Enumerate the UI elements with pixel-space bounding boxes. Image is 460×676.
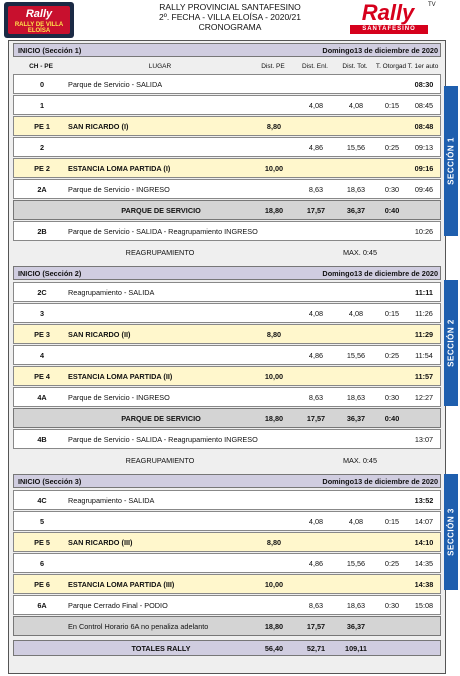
lugar-cell: Parque Cerrado Final - PODIO xyxy=(68,600,168,610)
lugar-cell: REAGRUPAMIENTO xyxy=(125,247,195,257)
dist-enl-cell: 4,08 xyxy=(308,308,324,318)
title-line-1: RALLY PROVINCIAL SANTAFESINO xyxy=(159,2,301,12)
lugar-cell: Parque de Servicio - INGRESO xyxy=(68,184,170,194)
dist-pe-cell: 18,80 xyxy=(264,621,284,631)
col-dist-enl-header: Dist. Enl. xyxy=(301,62,328,70)
ch-pe-cell: PE 5 xyxy=(34,537,50,547)
control-row xyxy=(13,179,441,199)
dist-enl-cell xyxy=(296,367,336,385)
ch-pe-cell: PE 2 xyxy=(34,163,50,173)
ch-pe-cell: 4C xyxy=(37,495,47,505)
lugar-cell: Parque de Servicio - SALIDA xyxy=(68,79,163,89)
dist-pe-cell xyxy=(254,75,294,93)
dist-pe-cell: 10,00 xyxy=(264,371,284,381)
lugar-cell xyxy=(68,138,254,156)
lugar-cell: SAN RICARDO (I) xyxy=(68,121,129,131)
section-header xyxy=(13,43,441,57)
t-otorgado-cell xyxy=(376,117,408,135)
section-start-label: INICIO (Sección 1) xyxy=(18,45,82,55)
ch-pe-cell: 2B xyxy=(37,226,47,236)
ch-pe-cell: 6 xyxy=(39,558,45,568)
t-first-car-cell: 14:07 xyxy=(414,516,434,526)
dist-enl-cell: 4,86 xyxy=(308,350,324,360)
dist-tot-cell xyxy=(336,75,376,93)
dist-tot-cell: 36,37 xyxy=(346,621,366,631)
t-first-car-cell: 14:10 xyxy=(414,537,434,547)
t-otorgado-cell xyxy=(375,242,407,262)
dist-tot-cell xyxy=(336,367,376,385)
lugar-cell xyxy=(68,304,254,322)
section-tab-1 xyxy=(444,86,458,236)
ch-pe-cell: 2A xyxy=(37,184,47,194)
logo-left-subtitle: RALLY DE VILLA ELOÍSA xyxy=(14,22,64,34)
t-otorgado-cell xyxy=(376,617,408,635)
title-line-3: CRONOGRAMA xyxy=(198,22,262,32)
dist-enl-cell: 4,86 xyxy=(308,142,324,152)
dist-tot-cell: 18,63 xyxy=(346,600,366,610)
t-first-car-cell: 10:26 xyxy=(414,226,434,236)
control-row xyxy=(13,345,441,365)
totals-row xyxy=(13,640,441,656)
dist-pe-cell xyxy=(254,96,294,114)
t-first-car-cell: 11:29 xyxy=(414,329,434,339)
dist-tot-cell: 15,56 xyxy=(346,142,366,152)
t-otorgado-cell xyxy=(376,491,408,509)
rally-villa-eloisa-logo xyxy=(4,2,74,38)
dist-pe-cell: 10,00 xyxy=(264,163,284,173)
dist-tot-cell: 36,37 xyxy=(346,413,366,423)
ch-pe-cell: 3 xyxy=(39,308,45,318)
t-first-car-cell: 11:54 xyxy=(415,350,433,360)
t-first-car-cell: 11:11 xyxy=(415,287,433,297)
lugar-cell: SAN RICARDO (III) xyxy=(68,537,133,547)
dist-tot-cell: MAX. 0:45 xyxy=(342,247,378,257)
t-otorgado-cell xyxy=(376,575,408,593)
t-otorgado-cell: 0:30 xyxy=(384,600,400,610)
t-otorgado-cell: 0:25 xyxy=(384,142,400,152)
control-row xyxy=(13,221,441,241)
regroup-row xyxy=(13,242,441,262)
ch-pe-cell xyxy=(18,617,66,635)
dist-enl-cell: 8,63 xyxy=(308,184,324,194)
control-row xyxy=(13,74,441,94)
dist-enl-cell xyxy=(296,75,336,93)
dist-tot-cell xyxy=(336,430,376,448)
dist-tot-cell: 36,37 xyxy=(346,205,366,215)
lugar-cell xyxy=(68,554,254,572)
logo-left-title: Rally xyxy=(25,8,53,20)
dist-pe-cell xyxy=(253,242,293,262)
t-first-car-cell: 14:35 xyxy=(414,558,434,568)
lugar-cell: En Control Horario 6A no penaliza adelanto xyxy=(68,621,209,631)
section-start-label: INICIO (Sección 3) xyxy=(18,476,82,486)
dist-tot-cell: MAX. 0:45 xyxy=(342,455,378,465)
dist-enl-cell xyxy=(296,533,336,551)
t-otorgado-cell xyxy=(376,159,408,177)
stage-row xyxy=(13,324,441,344)
dist-enl-cell xyxy=(296,222,336,240)
dist-enl-cell xyxy=(296,575,336,593)
t-first-car-cell: 09:16 xyxy=(414,163,434,173)
section-tab-3 xyxy=(444,474,458,590)
col-t-1er-auto-header: T. 1er auto xyxy=(407,62,439,70)
ch-pe-cell xyxy=(17,450,65,470)
t-otorgado-cell: 0:40 xyxy=(384,205,400,215)
lugar-cell: ESTANCIA LOMA PARTIDA (II) xyxy=(68,371,173,381)
t-first-car-cell: 13:52 xyxy=(414,495,434,505)
dist-tot-cell: 4,08 xyxy=(348,516,364,526)
ch-pe-cell: 5 xyxy=(39,516,45,526)
control-row xyxy=(13,490,441,510)
t-otorgado-cell xyxy=(376,325,408,343)
t-otorgado-cell xyxy=(376,283,408,301)
logo-right-tm: TV xyxy=(428,2,436,8)
dist-pe-cell xyxy=(254,180,294,198)
service-summary-row xyxy=(13,200,441,220)
dist-pe-cell: 8,80 xyxy=(266,121,282,131)
dist-enl-cell: 4,86 xyxy=(308,558,324,568)
t-otorgado-cell xyxy=(376,533,408,551)
ch-pe-cell: 1 xyxy=(39,100,45,110)
t-otorgado-cell: 0:25 xyxy=(384,350,400,360)
ch-pe-cell: 4B xyxy=(37,434,47,444)
t-first-car-cell: 11:57 xyxy=(414,371,434,381)
lugar-cell xyxy=(68,346,254,364)
t-first-car-cell: 11:26 xyxy=(415,308,433,318)
t-otorgado-cell: 0:15 xyxy=(384,308,400,318)
rally-santafesino-logo xyxy=(348,2,434,34)
dist-pe-cell xyxy=(254,596,294,614)
dist-enl-cell: 4,08 xyxy=(308,100,324,110)
dist-enl-cell: 4,08 xyxy=(308,516,324,526)
section-date: Domingo13 de diciembre de 2020 xyxy=(322,45,438,55)
ch-pe-cell: 0 xyxy=(39,79,45,89)
t-first-car-cell xyxy=(408,409,440,427)
section-header xyxy=(13,474,441,488)
totals-label: TOTALES RALLY xyxy=(131,643,191,653)
dist-pe-cell xyxy=(254,512,294,530)
lugar-cell: Reagrupamiento - SALIDA xyxy=(68,495,155,505)
t-first-car-cell: 12:27 xyxy=(414,392,434,402)
dist-pe-cell xyxy=(253,450,293,470)
lugar-cell: Reagrupamiento - SALIDA xyxy=(68,287,155,297)
dist-tot-cell: 15,56 xyxy=(346,558,366,568)
control-row xyxy=(13,553,441,573)
t-otorgado-cell: 0:40 xyxy=(384,413,400,423)
t-first-car-cell xyxy=(407,450,439,470)
t-first-car-cell: 08:30 xyxy=(414,79,434,89)
col-ch-header: CH - PE xyxy=(29,62,53,70)
dist-pe-cell xyxy=(254,138,294,156)
dist-pe-cell: 8,80 xyxy=(266,537,282,547)
section-tab-2 xyxy=(444,280,458,406)
col-dist-tot-header: Dist. Tot. xyxy=(342,62,368,70)
dist-enl-cell xyxy=(296,117,336,135)
dist-enl-cell: 17,57 xyxy=(306,205,326,215)
dist-tot-cell xyxy=(336,325,376,343)
lugar-cell: Parque de Servicio - SALIDA - Reagrupamiento INGRESO xyxy=(68,434,258,444)
ch-pe-cell: PE 1 xyxy=(34,121,50,131)
t-first-car-cell: 09:13 xyxy=(414,142,434,152)
control-row xyxy=(13,429,441,449)
title-line-2: 2º. FECHA - VILLA ELOÍSA - 2020/21 xyxy=(158,12,301,22)
t-otorgado-cell: 0:15 xyxy=(384,100,400,110)
ch-pe-cell xyxy=(18,409,66,427)
dist-pe-cell xyxy=(254,283,294,301)
dist-enl-cell xyxy=(296,491,336,509)
section-start-label: INICIO (Sección 2) xyxy=(18,268,82,278)
ch-pe-cell: PE 6 xyxy=(34,579,50,589)
regroup-row xyxy=(13,450,441,470)
col-dist-pe-header: Dist. PE xyxy=(261,62,285,70)
ch-pe-cell: PE 3 xyxy=(34,329,50,339)
t-otorgado-cell xyxy=(375,450,407,470)
logo-right-title: Rally xyxy=(361,0,415,25)
dist-tot-cell xyxy=(336,159,376,177)
lugar-cell: PARQUE DE SERVICIO xyxy=(121,413,201,423)
ch-pe-cell: 4A xyxy=(37,392,47,402)
column-header-row xyxy=(13,59,441,73)
dist-pe-cell xyxy=(254,222,294,240)
dist-enl-cell xyxy=(296,430,336,448)
ch-pe-cell xyxy=(17,242,65,262)
lugar-cell: PARQUE DE SERVICIO xyxy=(121,205,201,215)
section-date: Domingo13 de diciembre de 2020 xyxy=(322,476,438,486)
t-otorgado-cell xyxy=(376,430,408,448)
stage-row xyxy=(13,366,441,386)
dist-pe-cell xyxy=(254,491,294,509)
schedule-table xyxy=(8,40,446,674)
dist-enl-cell xyxy=(296,283,336,301)
t-first-car-cell xyxy=(407,242,439,262)
control-row xyxy=(13,595,441,615)
totals-dist-pe: 56,40 xyxy=(264,643,284,653)
control-row xyxy=(13,137,441,157)
lugar-cell: ESTANCIA LOMA PARTIDA (III) xyxy=(68,579,175,589)
ch-pe-cell xyxy=(18,201,66,219)
t-otorgado-cell: 0:30 xyxy=(384,392,400,402)
dist-pe-cell xyxy=(254,346,294,364)
ch-pe-cell: 2 xyxy=(39,142,45,152)
section-tab-label: SECCIÓN 2 xyxy=(446,319,456,367)
t-otorgado-cell xyxy=(376,75,408,93)
dist-tot-cell: 4,08 xyxy=(348,308,364,318)
ch-pe-cell: 2C xyxy=(37,287,47,297)
t-first-car-cell xyxy=(408,201,440,219)
section-date: Domingo13 de diciembre de 2020 xyxy=(322,268,438,278)
dist-pe-cell: 8,80 xyxy=(266,329,282,339)
dist-tot-cell xyxy=(336,222,376,240)
stage-row xyxy=(13,574,441,594)
service-summary-row xyxy=(13,408,441,428)
lugar-cell xyxy=(68,512,254,530)
page-header xyxy=(0,0,460,40)
dist-enl-cell: 8,63 xyxy=(308,600,324,610)
dist-tot-cell xyxy=(336,117,376,135)
t-otorgado-cell xyxy=(376,222,408,240)
t-first-car-cell: 14:38 xyxy=(414,579,434,589)
dist-pe-cell xyxy=(254,430,294,448)
t-first-car-cell: 09:46 xyxy=(414,184,434,194)
t-otorgado-cell: 0:15 xyxy=(384,516,400,526)
section-tab-label: SECCIÓN 3 xyxy=(446,508,456,556)
dist-tot-cell xyxy=(336,491,376,509)
t-first-car-cell: 08:48 xyxy=(414,121,434,131)
dist-enl-cell xyxy=(296,159,336,177)
control-row xyxy=(13,303,441,323)
dist-enl-cell: 17,57 xyxy=(306,413,326,423)
dist-pe-cell: 18,80 xyxy=(264,205,284,215)
totals-dist-tot: 109,11 xyxy=(345,643,367,653)
dist-enl-cell: 8,63 xyxy=(308,392,324,402)
dist-enl-cell xyxy=(296,325,336,343)
col-t-otorgad-header: T. Otorgad xyxy=(375,62,407,70)
section-header xyxy=(13,266,441,280)
dist-tot-cell xyxy=(336,575,376,593)
lugar-cell xyxy=(68,96,254,114)
stage-row xyxy=(13,116,441,136)
dist-pe-cell: 10,00 xyxy=(264,579,284,589)
control-row xyxy=(13,511,441,531)
dist-tot-cell xyxy=(336,533,376,551)
dist-tot-cell: 15,56 xyxy=(346,350,366,360)
dist-pe-cell xyxy=(254,388,294,406)
t-first-car-cell: 08:45 xyxy=(414,100,434,110)
col-lugar-header: LUGAR xyxy=(148,62,172,70)
ch-pe-cell: 4 xyxy=(39,350,45,360)
stage-row xyxy=(13,532,441,552)
lugar-cell: ESTANCIA LOMA PARTIDA (I) xyxy=(68,163,171,173)
control-row xyxy=(13,387,441,407)
totals-dist-enl: 52,71 xyxy=(306,643,326,653)
dist-pe-cell xyxy=(254,304,294,322)
t-otorgado-cell: 0:25 xyxy=(384,558,400,568)
dist-tot-cell: 18,63 xyxy=(346,184,366,194)
t-first-car-cell xyxy=(408,617,440,635)
t-first-car-cell: 15:08 xyxy=(414,600,434,610)
t-first-car-cell: 13:07 xyxy=(414,434,434,444)
lugar-cell: Parque de Servicio - INGRESO xyxy=(68,392,170,402)
stage-row xyxy=(13,158,441,178)
ch-pe-cell: PE 4 xyxy=(34,371,50,381)
t-otorgado-cell: 0:30 xyxy=(384,184,400,194)
dist-pe-cell: 18,80 xyxy=(264,413,284,423)
dist-tot-cell xyxy=(336,283,376,301)
ch-pe-cell: 6A xyxy=(37,600,47,610)
dist-tot-cell: 18,63 xyxy=(346,392,366,402)
section-tab-label: SECCIÓN 1 xyxy=(446,137,456,185)
logo-right-subtitle: SANTAFESINO xyxy=(350,25,428,34)
dist-pe-cell xyxy=(254,554,294,572)
control-row xyxy=(13,282,441,302)
t-otorgado-cell xyxy=(376,367,408,385)
control-row xyxy=(13,95,441,115)
dist-enl-cell: 17,57 xyxy=(306,621,326,631)
lugar-cell: SAN RICARDO (II) xyxy=(68,329,131,339)
service-summary-row xyxy=(13,616,441,636)
lugar-cell: Parque de Servicio - SALIDA - Reagrupamiento INGRESO xyxy=(68,226,258,236)
lugar-cell: REAGRUPAMIENTO xyxy=(125,455,195,465)
dist-tot-cell: 4,08 xyxy=(348,100,364,110)
